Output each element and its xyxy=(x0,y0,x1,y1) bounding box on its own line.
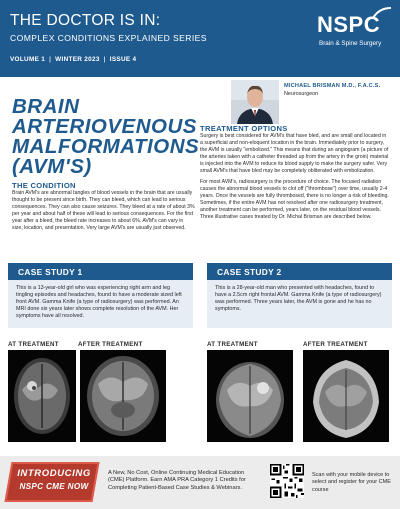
qr-instructions: Scan with your mobile device to select and register for your CME course xyxy=(312,472,391,493)
issue-separator: | xyxy=(49,56,52,63)
issue-info xyxy=(10,56,136,63)
case-1-after-treatment-scan xyxy=(80,350,166,442)
case-2-after-treatment-scan xyxy=(303,350,389,442)
header-banner xyxy=(0,0,400,77)
condition-heading: THE CONDITION xyxy=(12,181,76,190)
case-study-2-heading: CASE STUDY 2 xyxy=(207,263,392,280)
issue-separator: | xyxy=(103,56,106,63)
treatment-heading: TREATMENT OPTIONS xyxy=(200,124,288,133)
promo-subtitle: NSPC CME NOW xyxy=(19,482,89,491)
nspc-logo xyxy=(317,14,393,47)
case-2-at-treatment-label: AT TREATMENT xyxy=(207,341,258,348)
promo-title: INTRODUCING xyxy=(17,468,91,479)
treatment-body xyxy=(200,133,390,224)
case-study-2-body: This is a 28-year-old man who presented with headaches, found to have a 2.5cm right frontal AVM. Gamma Knife (a type of radiosurgery) was performed. Three years later, the AVM is gone and he has no symptoms. xyxy=(215,285,382,312)
qr-code-icon[interactable] xyxy=(270,464,304,498)
logo-tagline: Brain & Spine Surgery xyxy=(319,40,382,47)
series-subtitle: COMPLEX CONDITIONS EXPLAINED SERIES xyxy=(10,33,207,43)
doctor-name: MICHAEL BRISMAN M.D., F.A.C.S. xyxy=(284,83,381,89)
season-label: WINTER 2023 xyxy=(55,56,100,63)
series-title: THE DOCTOR IS IN: xyxy=(10,12,161,29)
case-1-at-treatment-label: AT TREATMENT xyxy=(8,341,59,348)
treatment-paragraph-1: Surgery is best considered for AVM's that have bled, and are small and located in a superficial and non-eloquent location in the brain. Immediately prior to surgery, the AVM is usually "embolized." This means that during an angiogram (a picture of the arteries taken with a catheter threaded up from the artery in the groin) material is injected into the AVM to reduce its blood supply to make the surgery safer. Very small AVM's that have bled may be completely obliterated with embolization. xyxy=(200,133,389,175)
doctor-photo xyxy=(231,80,279,124)
case-2-at-treatment-scan xyxy=(207,350,293,442)
promo-description: A New, No Cost, Online Continuing Medical Education (CME) Platform. Earn AMA PRA Category 1 Credits for Completing Patient-Based Case Studies & Webinars. xyxy=(108,470,246,491)
case-1-at-treatment-scan xyxy=(8,350,76,442)
case-1-after-treatment-label: AFTER TREATMENT xyxy=(78,341,143,348)
condition-body: Brain AVM's are abnormal tangles of blood vessels in the brain that are usually thought to be present since birth. They can bleed, which can lead to serious consequences. They can also cause seizures. They bleed at a rate of about 3% per year and about half of these will lead to serious consequences. For the first year after a bleed, the bleed rate increases to about 6%. AVM's can vary in size, location, and presentation. Very large AVM's are usually just observed. xyxy=(12,190,195,232)
doctor-role: Neurosurgeon xyxy=(284,91,319,97)
case-2-after-treatment-label: AFTER TREATMENT xyxy=(303,341,368,348)
article-title: BRAIN ARTERIOVENOUS MALFORMATIONS (AVM'S) xyxy=(12,95,200,178)
case-study-1-heading: CASE STUDY 1 xyxy=(8,263,193,280)
treatment-paragraph-2: For most AVM's, radiosurgery is the procedure of choice. The focused radiation causes the abnormal blood vessels to clot off ("thrombose") over time, usually 2-4 years. Once the vessels are fully thrombosed, there is no longer a risk of bleeding. Sometimes, if the entire AVM has not resolved after one radiosurgery treatment, another treatment can be performed, years later, on the residual blood vessels. Three illustrative cases treated by Dr. Michal Brisman are described below. xyxy=(200,178,389,221)
volume-label: VOLUME 1 xyxy=(10,56,46,63)
logo-swoosh-icon xyxy=(371,6,393,20)
issue-label: ISSUE 4 xyxy=(109,56,137,63)
case-study-1-body: This is a 13-year-old girl who was experiencing right arm and leg tingling episodes and headaches, found to have a moderate sized left front AVM. Gamma Knife (a type of radiosurgery) was performed. An MRI done six years later shows complete resolution of the AVM. Her symptoms have all resolved. xyxy=(16,285,182,319)
logo-text: NSPC xyxy=(317,12,381,37)
